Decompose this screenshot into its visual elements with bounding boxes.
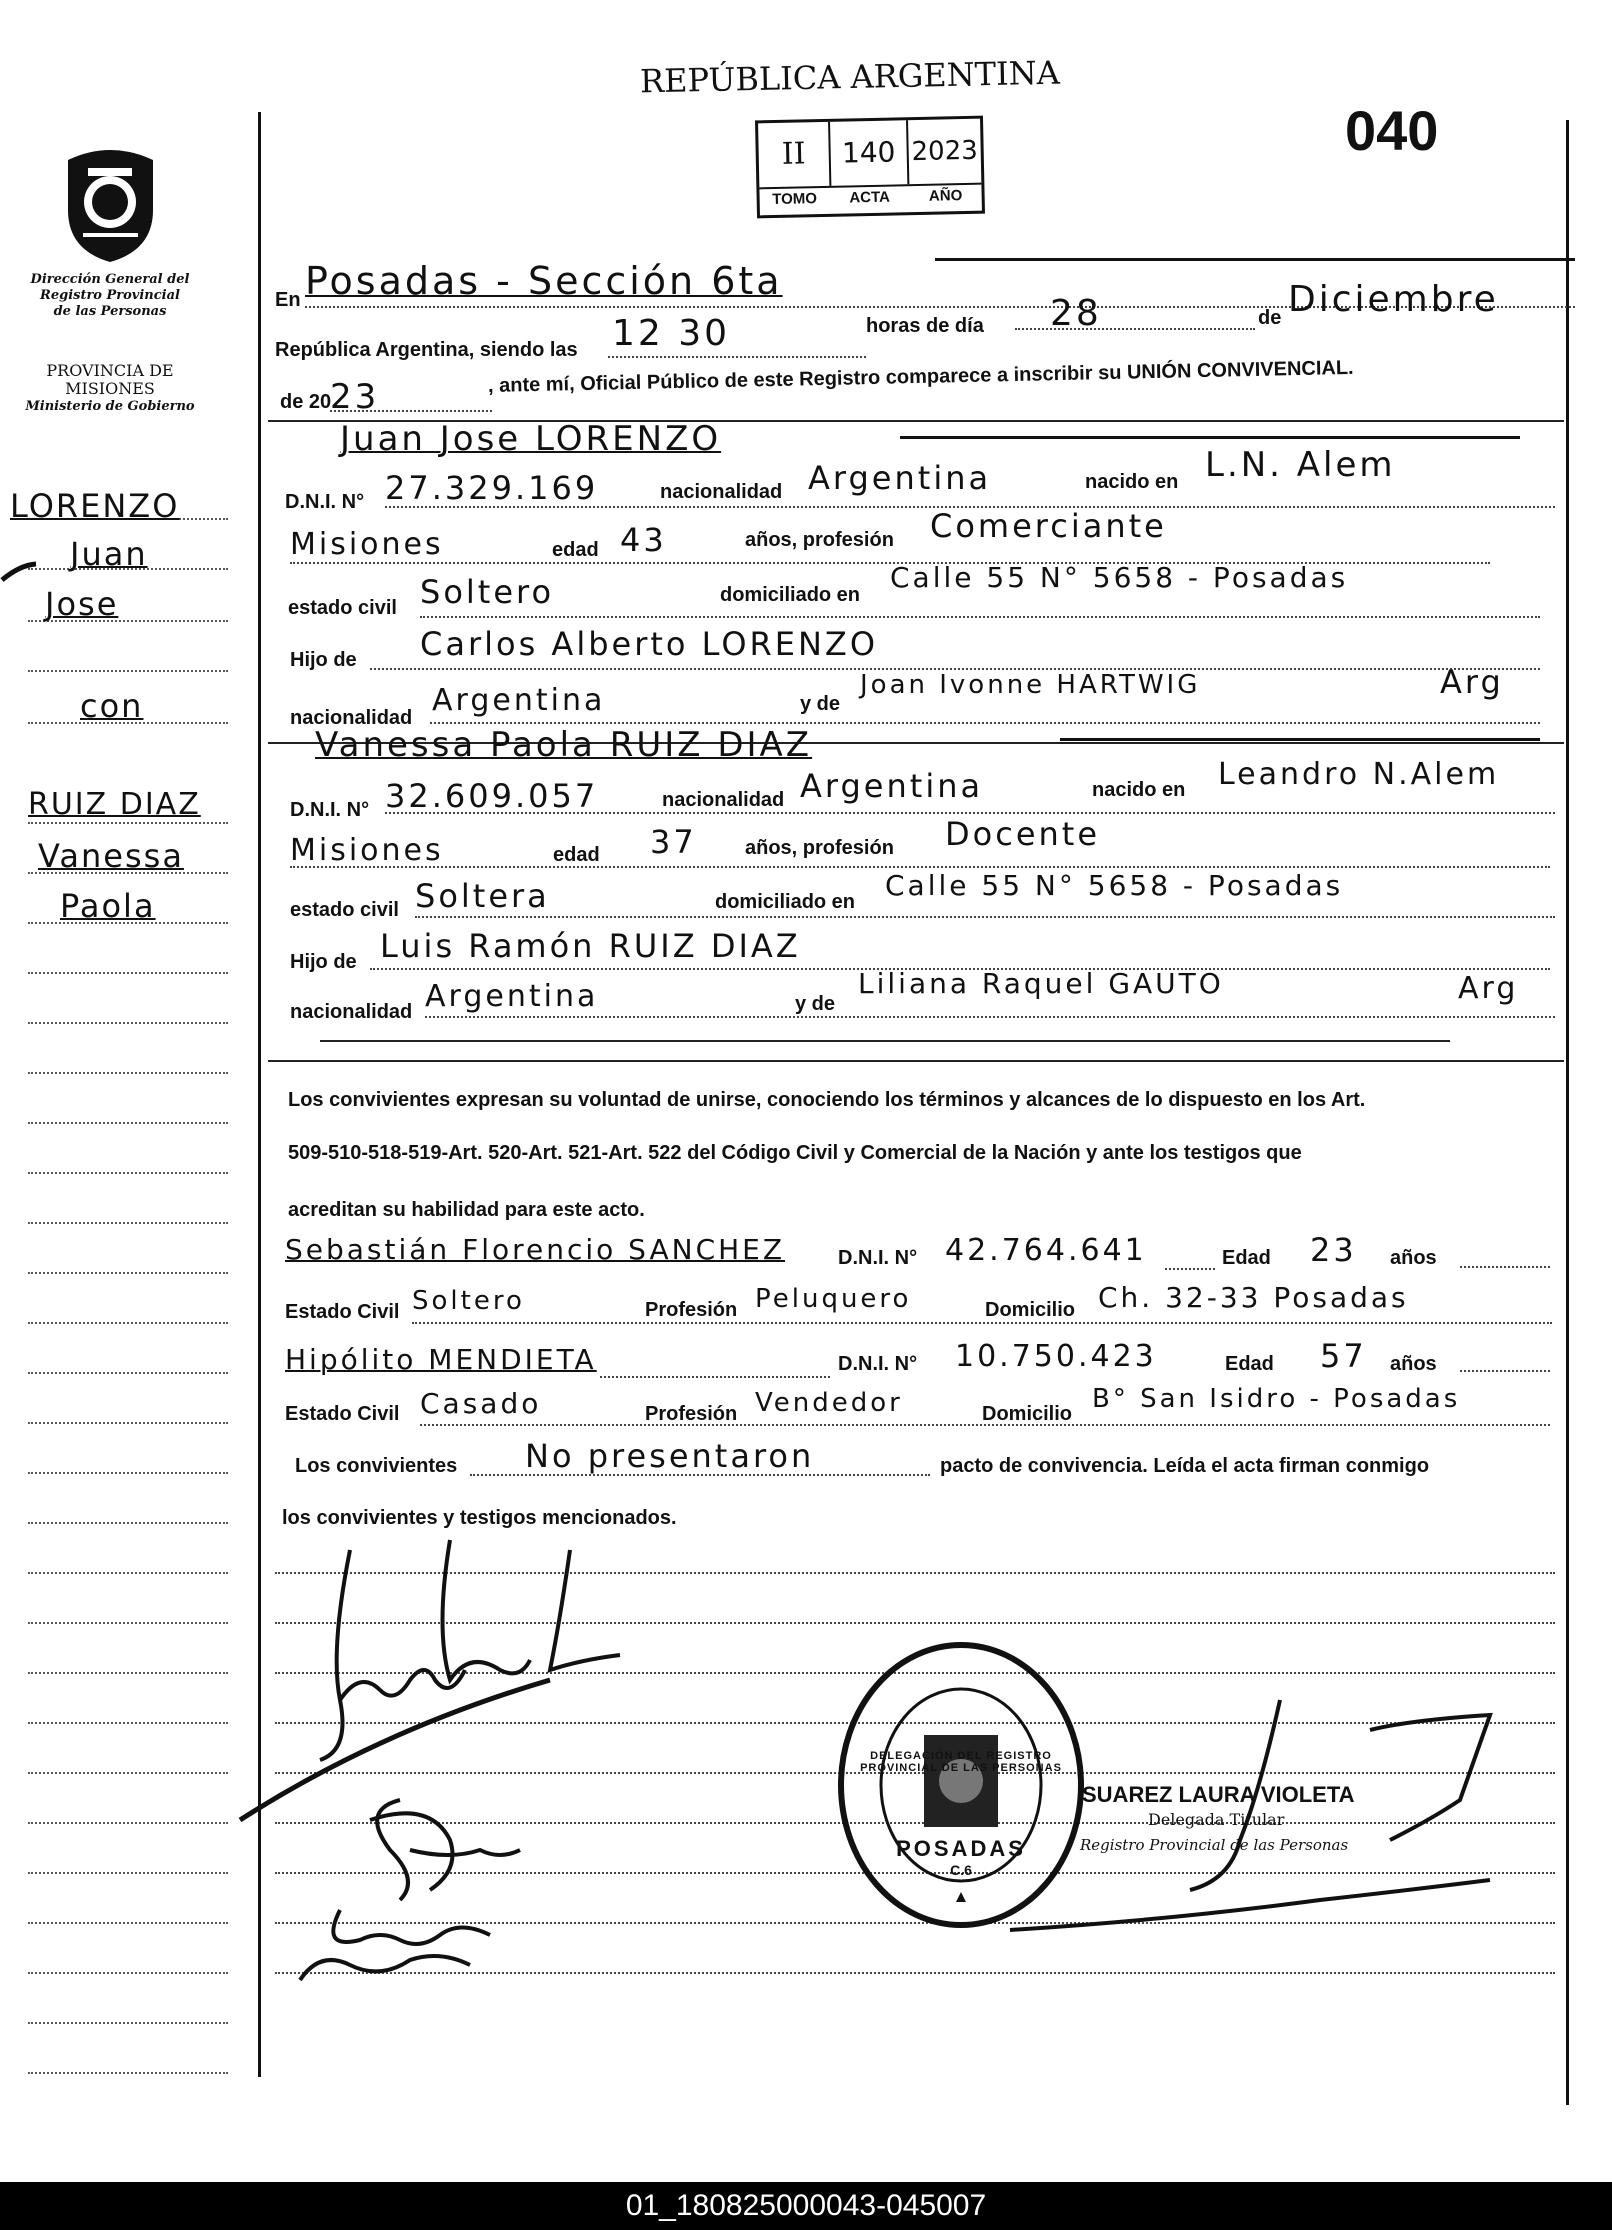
province-line: MISIONES <box>65 379 155 398</box>
fill-line <box>1460 1266 1550 1268</box>
agency-line: de las Personas <box>53 304 167 319</box>
domicilio-label: Domicilio <box>985 1299 1076 1321</box>
person-1-padre: Carlos Alberto LORENZO <box>420 625 879 663</box>
witness-1-name: Sebastián Florencio SANCHEZ <box>285 1233 786 1266</box>
republica-label: República Argentina, siendo las <box>275 339 578 361</box>
person-1-estado: Soltero <box>420 573 555 611</box>
person-1-name: Juan Jose LORENZO <box>340 419 722 459</box>
margin-line <box>28 670 228 672</box>
scan-id-footer: 01_180825000043-045007 <box>0 2182 1612 2230</box>
seal-ring-text: DELEGACIÓN DEL REGISTRO PROVINCIAL DE LAS PERSONAS <box>860 1750 1062 1774</box>
person-2-profesion: Docente <box>945 815 1101 853</box>
person-2-nacido-cont: Misiones <box>290 833 444 868</box>
person-2-nacido: Leandro N.Alem <box>1218 757 1500 792</box>
fill-line <box>385 812 1555 814</box>
margin-connector: con <box>80 687 144 725</box>
agency-name <box>25 272 195 320</box>
ano-label: AÑO <box>928 187 963 205</box>
witness-1-estado: Soltero <box>412 1286 525 1316</box>
day-value: 28 <box>1050 293 1102 334</box>
margin-line <box>28 1072 228 1074</box>
witness-2-domicilio: B° San Isidro - Posadas <box>1092 1384 1461 1414</box>
nacionalidad-label: nacionalidad <box>662 789 785 811</box>
declaration-line-2: 509-510-518-519-Art. 520-Art. 521-Art. 522 del Código Civil y Comercial de la Nación y ante los testigos que <box>288 1142 1302 1164</box>
margin-line <box>28 1322 228 1324</box>
margin-line <box>28 822 228 824</box>
agency-line: Dirección General del <box>30 272 190 287</box>
edad-label: edad <box>553 844 600 866</box>
province-line: PROVINCIA DE <box>46 361 174 380</box>
edad-label: Edad <box>1225 1353 1274 1375</box>
margin-line <box>28 2072 228 2074</box>
witness-2-profesion: Vendedor <box>755 1388 903 1418</box>
margin-line <box>28 1122 228 1124</box>
margin-line <box>28 1422 228 1424</box>
witness-1-profesion: Peluquero <box>755 1284 912 1314</box>
person-1-dni: 27.329.169 <box>385 469 599 507</box>
fill-line <box>1460 1370 1550 1372</box>
fill-line <box>330 410 492 412</box>
margin-line <box>28 1622 228 1624</box>
witness-1-dni: 42.764.641 <box>945 1233 1147 1268</box>
edad-label: edad <box>552 539 599 561</box>
margin-line <box>28 1522 228 1524</box>
anos-label: años <box>1390 1247 1437 1269</box>
province-name <box>25 362 195 416</box>
pact-prefix: Los convivientes <box>295 1455 458 1477</box>
fill-line <box>430 722 1540 724</box>
person-1-domicilio: Calle 55 N° 5658 - Posadas <box>890 561 1349 594</box>
margin-line <box>28 1222 228 1224</box>
margin-name-1a: Juan <box>70 535 148 573</box>
fill-line <box>1165 1268 1215 1270</box>
fill-line <box>608 356 866 358</box>
nacionalidad-label: nacionalidad <box>290 707 413 729</box>
section-divider <box>268 1060 1564 1062</box>
witness-2-estado: Casado <box>420 1387 542 1420</box>
year-prefix-label: de 20 <box>280 391 332 413</box>
declaration-line-3: acreditan su habilidad para este acto. <box>288 1199 645 1221</box>
cancel-line <box>1060 738 1540 741</box>
margin-surname-1: LORENZO <box>10 487 180 525</box>
margin-line <box>28 1672 228 1674</box>
signature-witnesses-icon <box>280 1790 580 1990</box>
cancel-line <box>935 258 1575 261</box>
official-office: Registro Provincial de las Personas <box>1080 1836 1349 1854</box>
pact-line-2: los convivientes y testigos mencionados. <box>282 1507 677 1529</box>
person-1-edad: 43 <box>620 521 667 559</box>
margin-line <box>28 1972 228 1974</box>
pact-suffix: pacto de convivencia. Leída el acta firman conmigo <box>940 1455 1430 1477</box>
margin-line <box>28 2022 228 2024</box>
witness-2-name: Hipólito MENDIETA <box>285 1343 597 1376</box>
person-1-nacido-cont: Misiones <box>290 527 444 562</box>
profesion-label: años, profesión <box>745 837 894 859</box>
margin-line <box>28 1772 228 1774</box>
margin-line <box>28 972 228 974</box>
witness-2-dni: 10.750.423 <box>955 1339 1157 1374</box>
margin-line <box>28 1022 228 1024</box>
tomo-label: TOMO <box>772 190 818 209</box>
fill-line <box>600 1376 830 1378</box>
person-1-madre: Joan Ivonne HARTWIG <box>860 670 1201 700</box>
margin-line <box>28 1922 228 1924</box>
margin-name-2b: Paola <box>60 887 156 925</box>
official-name: SUAREZ LAURA VIOLETA <box>1082 1782 1355 1807</box>
seal-code: C.6 <box>950 1862 972 1878</box>
time-value: 12 30 <box>612 313 731 354</box>
nacido-label: nacido en <box>1085 471 1179 493</box>
cancel-line <box>900 436 1520 439</box>
fill-line <box>425 1016 1555 1018</box>
margin-line <box>28 1472 228 1474</box>
year-value: 23 <box>330 377 380 417</box>
tomo-value: II <box>758 122 831 187</box>
acta-label: ACTA <box>849 188 891 207</box>
margin-line <box>28 1722 228 1724</box>
profesion-label: Profesión <box>645 1299 738 1321</box>
witness-1-edad: 23 <box>1310 1231 1357 1269</box>
acta-value: 140 <box>830 120 909 186</box>
hijo-label: Hijo de <box>290 951 357 973</box>
registry-box <box>755 116 985 219</box>
nacido-label: nacido en <box>1092 779 1186 801</box>
nacionalidad-label: nacionalidad <box>660 481 783 503</box>
edad-label: Edad <box>1222 1247 1271 1269</box>
fill-line <box>412 1322 1552 1324</box>
yde-label: y de <box>795 993 836 1015</box>
seal-city: POSADAS <box>896 1836 1026 1861</box>
fill-line <box>290 866 1550 868</box>
pact-value: No presentaron <box>525 1437 815 1475</box>
dni-label: D.N.I. N° <box>838 1247 918 1269</box>
fill-line <box>415 916 1555 918</box>
profesion-label: Profesión <box>645 1403 738 1425</box>
hijo-label: Hijo de <box>290 649 357 671</box>
filler-line <box>320 1040 1450 1042</box>
anos-label: años <box>1390 1353 1437 1375</box>
dni-label: D.N.I. N° <box>285 491 365 513</box>
person-2-padre-nac: Argentina <box>425 979 599 1014</box>
frame-right-line <box>1566 120 1569 2105</box>
yde-label: y de <box>800 693 841 715</box>
appearance-statement: , ante mí, Oficial Público de este Registro comparece a inscribir su UNIÓN CONVIVENCIAL. <box>487 356 1354 397</box>
official-title: Delegada Titular <box>1148 1810 1285 1829</box>
person-2-domicilio: Calle 55 N° 5658 - Posadas <box>885 869 1344 902</box>
estado-civil-label: estado civil <box>290 899 399 921</box>
horas-label: horas de día <box>866 315 984 337</box>
person-1-padre-nac: Argentina <box>432 683 606 718</box>
person-1-profesion: Comerciante <box>930 507 1167 545</box>
witness-2-edad: 57 <box>1320 1337 1367 1375</box>
margin-line <box>28 1272 228 1274</box>
en-label: En <box>275 289 301 311</box>
estado-civil-label: estado civil <box>288 597 397 619</box>
domicilio-label: domiciliado en <box>715 891 856 913</box>
domicilio-label: Domicilio <box>982 1403 1073 1425</box>
person-2-edad: 37 <box>650 823 697 861</box>
person-2-estado: Soltera <box>415 877 550 915</box>
page-number: 040 <box>1345 99 1439 162</box>
margin-line <box>28 1372 228 1374</box>
nacionalidad-label: nacionalidad <box>290 1001 413 1023</box>
place-value: Posadas - Sección 6ta <box>305 259 783 303</box>
margin-name-1b: Jose <box>45 585 119 623</box>
person-2-madre: Liliana Raquel GAUTO <box>858 967 1224 1000</box>
person-1-nacionalidad: Argentina <box>808 459 992 497</box>
ano-value: 2023 <box>911 135 979 168</box>
margin-line <box>28 1572 228 1574</box>
declaration-line-1: Los convivientes expresan su voluntad de unirse, conociendo los términos y alcances de lo dispuesto en los Art. <box>288 1089 1366 1111</box>
margin-line <box>28 1872 228 1874</box>
witness-1-domicilio: Ch. 32-33 Posadas <box>1098 1281 1409 1314</box>
estado-civil-label: Estado Civil <box>285 1403 400 1425</box>
margin-mark-icon <box>0 560 40 590</box>
estado-civil-label: Estado Civil <box>285 1301 400 1323</box>
margin-line <box>28 1172 228 1174</box>
de-label: de <box>1258 307 1282 329</box>
province-coat-of-arms-icon <box>58 140 163 265</box>
margin-name-2a: Vanessa <box>38 837 184 875</box>
dni-label: D.N.I. N° <box>838 1353 918 1375</box>
margin-line <box>28 1822 228 1824</box>
person-1-nacido: L.N. Alem <box>1205 445 1396 485</box>
document-title: REPÚBLICA ARGENTINA <box>639 53 1061 101</box>
dni-label: D.N.I. N° <box>290 799 370 821</box>
profesion-label: años, profesión <box>745 529 894 551</box>
month-value: Diciembre <box>1288 279 1499 320</box>
fill-line <box>420 1424 1550 1426</box>
margin-surname-2: RUIZ DIAZ <box>28 787 201 822</box>
signature-convivientes-icon <box>220 1530 640 1830</box>
ministry-line: Ministerio de Gobierno <box>25 399 195 414</box>
person-2-nacionalidad: Argentina <box>800 767 984 805</box>
person-2-padre: Luis Ramón RUIZ DIAZ <box>380 927 801 965</box>
person-2-dni: 32.609.057 <box>385 777 599 815</box>
agency-line: Registro Provincial <box>40 288 180 303</box>
person-1-madre-nac: Arg <box>1440 663 1504 701</box>
fill-line <box>420 616 1540 618</box>
person-2-name: Vanessa Paola RUIZ DIAZ <box>315 725 813 765</box>
person-2-madre-nac: Arg <box>1458 971 1519 1006</box>
domicilio-label: domiciliado en <box>720 584 861 606</box>
